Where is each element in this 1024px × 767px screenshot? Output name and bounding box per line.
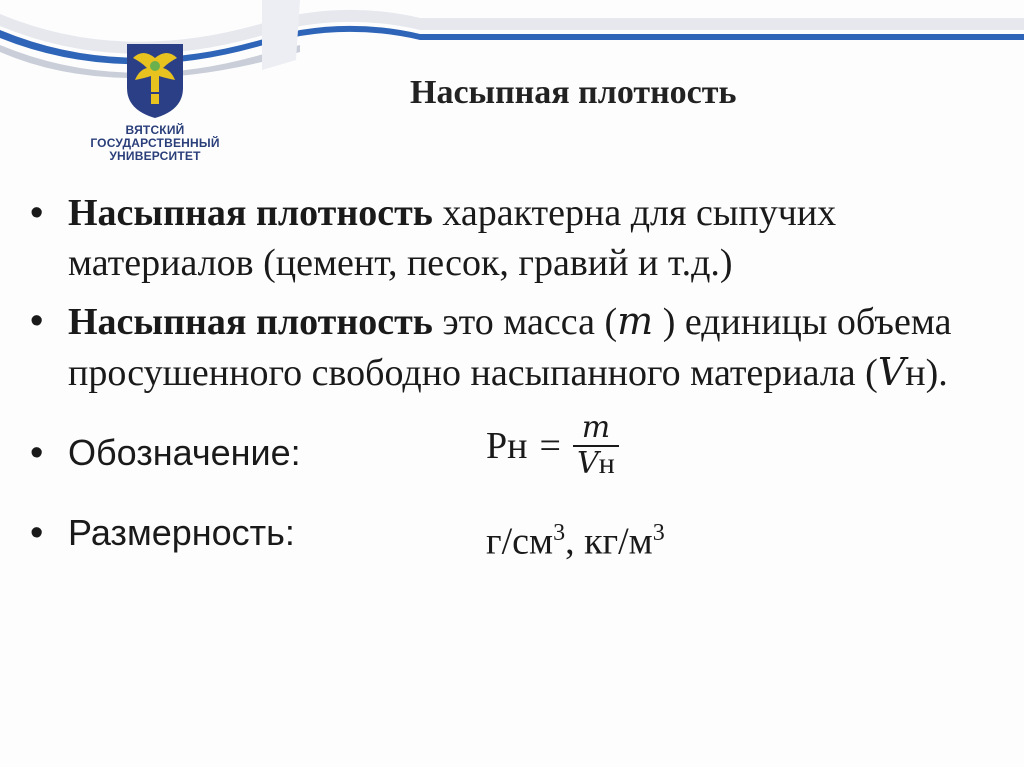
- bullet2-term: Насыпная плотность: [68, 301, 433, 343]
- dimension-units: [486, 508, 665, 567]
- university-crest-icon: [123, 40, 187, 120]
- density-formula: [486, 406, 619, 486]
- unit-separator: , кг/м: [565, 520, 653, 563]
- formula-denominator: [577, 447, 615, 481]
- bullet-item-2: [30, 296, 1010, 398]
- bullet2-text-c: ).: [925, 352, 948, 394]
- university-name-line2: ГОСУДАРСТВЕННЫЙ: [90, 136, 220, 150]
- university-name: [70, 124, 240, 163]
- formula-equals: =: [539, 425, 561, 467]
- mass-variable: m: [617, 299, 654, 343]
- bullet2-text-b: ) единицы объема просушенного свободно насыпанного материала (: [68, 301, 952, 394]
- volume-subscript: н: [905, 352, 926, 394]
- slide-title: Насыпная плотность: [410, 74, 737, 111]
- bullet-icon: •: [30, 300, 44, 342]
- university-name-line3: УНИВЕРСИТЕТ: [109, 149, 201, 163]
- bullet-icon: •: [30, 432, 44, 474]
- bullet1-text: характерна для сыпучих материалов (цемент, песок, гравий и т.д.): [68, 192, 837, 284]
- university-name-line1: ВЯТСКИЙ: [125, 123, 185, 137]
- bullet-icon: •: [30, 192, 44, 234]
- unit-exponent-1: 3: [553, 520, 566, 546]
- dimension-label: Размерность:: [68, 512, 295, 553]
- notation-label: Обозначение:: [68, 432, 301, 473]
- unit-exponent-2: 3: [652, 520, 665, 546]
- formula-lhs: Рн: [486, 425, 528, 467]
- denominator-variable: V: [577, 446, 599, 481]
- denominator-subscript: н: [598, 447, 615, 480]
- unit-g-per-cm: г/см: [486, 520, 554, 563]
- bullet-item-1: [30, 188, 1010, 288]
- volume-variable: V: [877, 350, 906, 394]
- bullet-item-3: [30, 406, 1010, 486]
- formula-fraction: [573, 411, 619, 481]
- bullet2-text-a: это масса (: [432, 301, 618, 343]
- bullet-item-4: [30, 486, 1010, 566]
- bullet-icon: •: [30, 512, 44, 554]
- bullet-list: [30, 188, 1010, 566]
- university-logo: [70, 40, 240, 163]
- bullet1-term: Насыпная плотность: [68, 192, 433, 234]
- formula-numerator: m: [581, 410, 611, 445]
